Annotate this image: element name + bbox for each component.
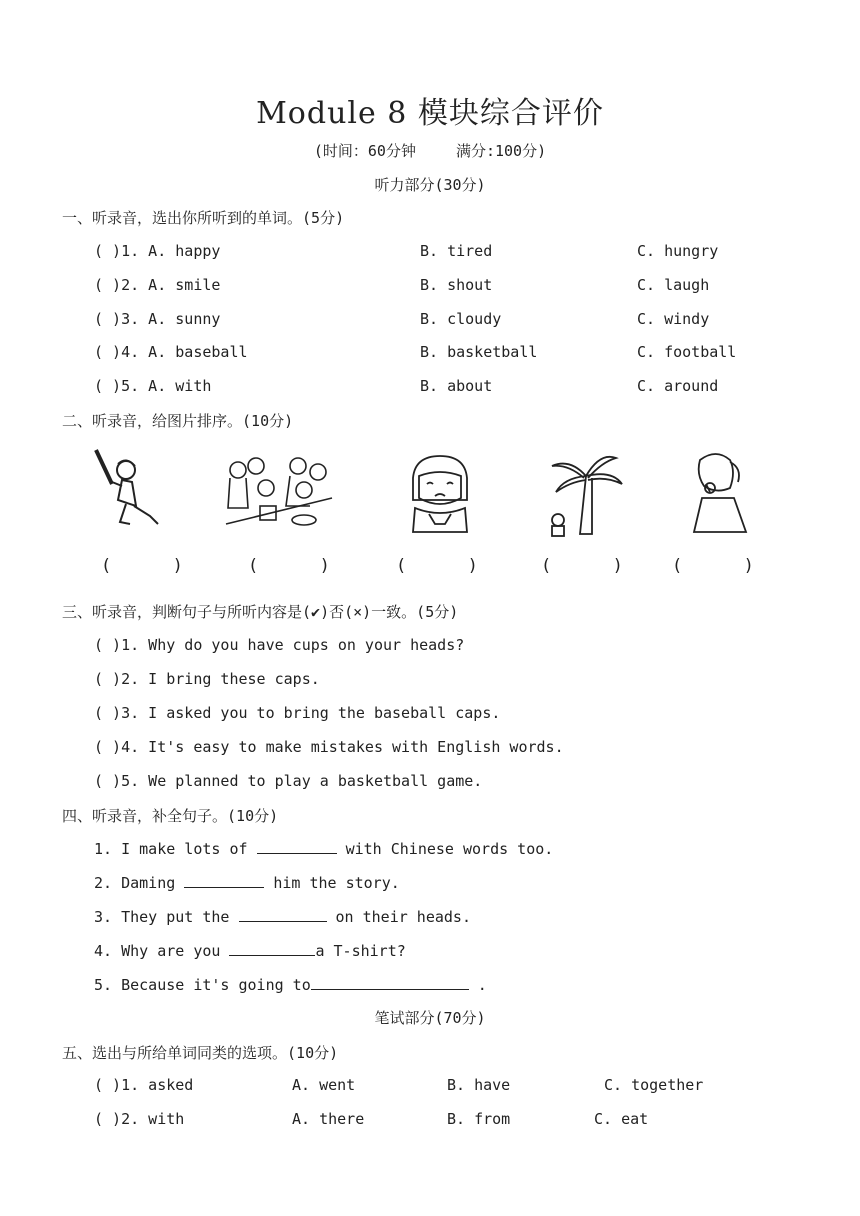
s1-item-4-b: B. basketball xyxy=(420,343,538,361)
fill-blank[interactable] xyxy=(257,839,337,854)
s4-item-3 xyxy=(94,907,471,929)
picture-row xyxy=(80,448,780,548)
s3-item-3: ( )3. I asked you to bring the baseball caps. xyxy=(94,704,501,722)
fill-blank[interactable] xyxy=(229,941,315,956)
s1-item-2-a: ( )2. A. smile xyxy=(94,276,221,294)
s4-item-4 xyxy=(94,941,406,963)
s5-item-2-word: ( )2. with xyxy=(94,1110,185,1128)
s5-item-2-c: C. eat xyxy=(594,1110,649,1128)
s4-item-5 xyxy=(94,975,487,997)
s5-item-1-a: A. went xyxy=(292,1076,356,1094)
s3-item-2: ( )2. I bring these caps. xyxy=(94,670,320,688)
children-party-icon xyxy=(220,448,340,543)
s1-item-5-c: C. around xyxy=(637,377,719,395)
s1-item-1-c: C. hungry xyxy=(637,242,719,260)
s1-item-2-b: B. shout xyxy=(420,276,493,294)
s5-item-1-word: ( )1. asked xyxy=(94,1076,194,1094)
girl-eating-icon xyxy=(680,448,770,543)
s1-item-4-a: ( )4. A. baseball xyxy=(94,343,248,361)
s5-item-1-c: C. together xyxy=(604,1076,704,1094)
s3-item-4: ( )4. It's easy to make mistakes with English words. xyxy=(94,738,564,756)
s4-item-2-post: him the story. xyxy=(264,874,400,892)
s4-item-5-pre: 5. Because it's going to xyxy=(94,976,311,994)
section-3-heading: 三、听录音，判断句子与所听内容是(✔)否(×)一致。(5分) xyxy=(62,603,459,621)
s1-item-1-b: B. tired xyxy=(420,242,493,260)
answer-paren-3: ( ) xyxy=(396,556,478,576)
answer-paren-1: ( ) xyxy=(101,556,183,576)
full-score: 满分:100分) xyxy=(455,142,547,160)
s4-item-5-post: . xyxy=(468,976,487,994)
s4-item-3-pre: 3. They put the xyxy=(94,908,239,926)
s4-item-4-post: a T-shirt? xyxy=(315,942,406,960)
s3-item-1: ( )1. Why do you have cups on your heads? xyxy=(94,636,465,654)
s5-item-2-b: B. from xyxy=(447,1110,511,1128)
s1-item-4-c: C. football xyxy=(637,343,737,361)
page-title: Module 8 模块综合评价 xyxy=(256,96,604,131)
section-4-heading: 四、听录音，补全句子。(10分) xyxy=(62,807,279,825)
listening-part-title: 听力部分(30分) xyxy=(374,176,486,194)
s1-item-3-b: B. cloudy xyxy=(420,310,502,328)
s4-item-4-pre: 4. Why are you xyxy=(94,942,230,960)
time-limit: (时间：60分钟 xyxy=(313,142,416,160)
s4-item-3-post: on their heads. xyxy=(326,908,471,926)
section-5-heading: 五、选出与所给单词同类的选项。(10分) xyxy=(62,1044,339,1062)
s1-item-2-c: C. laugh xyxy=(637,276,710,294)
s1-item-5-b: B. about xyxy=(420,377,493,395)
fill-blank[interactable] xyxy=(311,975,469,990)
s4-item-1-post: with Chinese words too. xyxy=(336,840,554,858)
s4-item-2-pre: 2. Daming xyxy=(94,874,185,892)
section-2-heading: 二、听录音，给图片排序。(10分) xyxy=(62,412,294,430)
fill-blank[interactable] xyxy=(239,907,327,922)
section-1-heading: 一、听录音，选出你所听到的单词。(5分) xyxy=(62,209,345,227)
s5-item-2-a: A. there xyxy=(292,1110,365,1128)
fill-blank[interactable] xyxy=(184,873,264,888)
crying-girl-icon xyxy=(395,448,485,543)
s1-item-5-a: ( )5. A. with xyxy=(94,377,212,395)
s1-item-3-c: C. windy xyxy=(637,310,710,328)
s4-item-1-pre: 1. I make lots of xyxy=(94,840,257,858)
written-part-title: 笔试部分(70分) xyxy=(374,1009,486,1027)
s1-item-3-a: ( )3. A. sunny xyxy=(94,310,221,328)
s5-item-1-b: B. have xyxy=(447,1076,511,1094)
s3-item-5: ( )5. We planned to play a basketball game. xyxy=(94,772,483,790)
answer-paren-5: ( ) xyxy=(672,556,754,576)
answer-paren-4: ( ) xyxy=(541,556,623,576)
palm-tree-icon xyxy=(540,448,630,543)
exam-info xyxy=(0,140,860,161)
baseball-player-icon xyxy=(86,448,176,543)
s1-item-1-a: ( )1. A. happy xyxy=(94,242,221,260)
s4-item-2 xyxy=(94,873,400,895)
s4-item-1 xyxy=(94,839,553,861)
answer-paren-2: ( ) xyxy=(248,556,330,576)
